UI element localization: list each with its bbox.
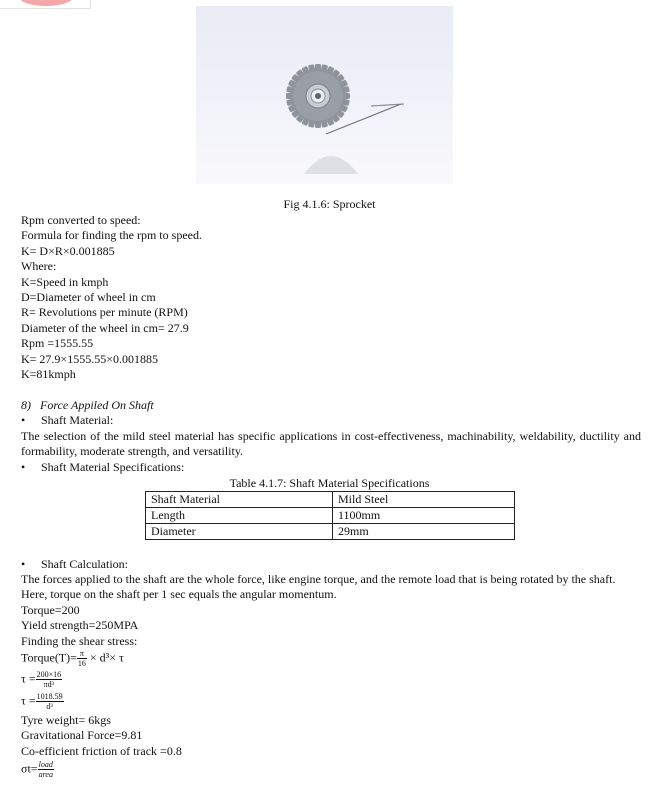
table-row [146,508,515,524]
table-cell: Mild Steel [333,492,515,508]
bullet-label: Shaft Material: [41,413,114,427]
bullet-label: Shaft Calculation: [41,557,128,571]
fraction-denominator: 16 [77,659,86,668]
section-title: Force Appiled On Shaft [40,398,154,412]
fraction-numerator: load [38,760,53,769]
sigma-formula [21,760,54,779]
sprocket-render-icon [196,6,453,184]
figure-caption: Fig 4.1.6: Sprocket [283,197,376,211]
bullet-label: Shaft Material Specifications: [41,460,185,474]
rpm-line: Rpm =1555.55 [21,336,94,351]
section-number: 8) [21,398,31,412]
fraction [36,670,63,689]
rpm-line: K=81kmph [21,366,76,381]
calc-line: Co-efficient friction of track =0.8 [21,743,182,758]
table-cell: 29mm [333,524,515,540]
table-row [146,524,515,540]
calc-line: Here, torque on the shaft per 1 sec equals the angular momentum. [21,587,337,602]
calc-line: Finding the shear stress: [21,633,138,648]
material-paragraph: The selection of the mild steel material has specific applications in cost-effectiveness, machinability, weldability, ductility and formability, moderate strength, and versatility. [21,429,641,459]
rpm-line: Diameter of the wheel in cm= 27.9 [21,320,189,335]
calc-line: Tyre weight= 6kgs [21,713,111,727]
calc-line: Torque=200 [21,602,80,617]
torque-formula [21,649,124,668]
rpm-line: K= D×R×0.001885 [21,243,115,258]
calc-line: The forces applied to the shaft are the whole force, like engine torque, and the remote load that is being rotated by the shaft. [21,572,616,586]
rpm-line: R= Revolutions per minute (RPM) [21,305,188,320]
rpm-line: Where: [21,259,57,274]
header-decoration [18,0,74,6]
bullet-shaft-material: • Shaft Material: [21,413,114,427]
tau-formula-2 [21,692,64,711]
fraction-denominator: πd³ [43,680,55,689]
formula-lhs: τ = [21,693,36,708]
calculation-block [21,572,641,649]
fraction-denominator: area [38,770,53,779]
fraction-numerator: 200×16 [36,670,62,679]
tyre-data-block [21,713,641,759]
top-left-frame [0,0,91,9]
formula-lhs: Torque(T)= [21,650,77,665]
formula-lhs: τ = [21,671,36,686]
table-row [146,492,515,508]
rpm-line: K=Speed in kmph [21,274,109,289]
tau-formula-1 [21,670,62,689]
table-cell: Length [146,508,333,524]
rpm-conversion-block [21,213,641,382]
bullet-shaft-calculation: • Shaft Calculation: [21,557,128,571]
table-cell: 1100mm [333,508,515,524]
shaft-spec-table [145,491,515,540]
fraction [38,760,54,779]
fraction-denominator: d³ [46,702,53,711]
table-cell: Diameter [146,524,333,540]
formula-rhs: × d³× τ [89,650,124,665]
fraction-numerator: π [77,649,87,659]
fraction [36,692,64,711]
rpm-line: Rpm converted to speed: [21,213,141,227]
fraction-numerator: 1018.59 [36,692,63,701]
fraction [77,649,87,668]
rpm-line: D=Diameter of wheel in cm [21,289,156,304]
calc-line: Gravitational Force=9.81 [21,728,143,743]
table-caption: Table 4.1.7: Shaft Material Specifications [229,476,430,490]
section-heading [21,398,154,413]
formula-lhs: σt= [21,761,38,776]
calc-line: Yield strength=250MPA [21,618,139,633]
table-cell: Shaft Material [146,492,333,508]
bullet-material-specs: • Shaft Material Specifications: [21,460,185,474]
rpm-line: K= 27.9×1555.55×0.001885 [21,351,158,366]
rpm-line: Formula for finding the rpm to speed. [21,228,202,243]
